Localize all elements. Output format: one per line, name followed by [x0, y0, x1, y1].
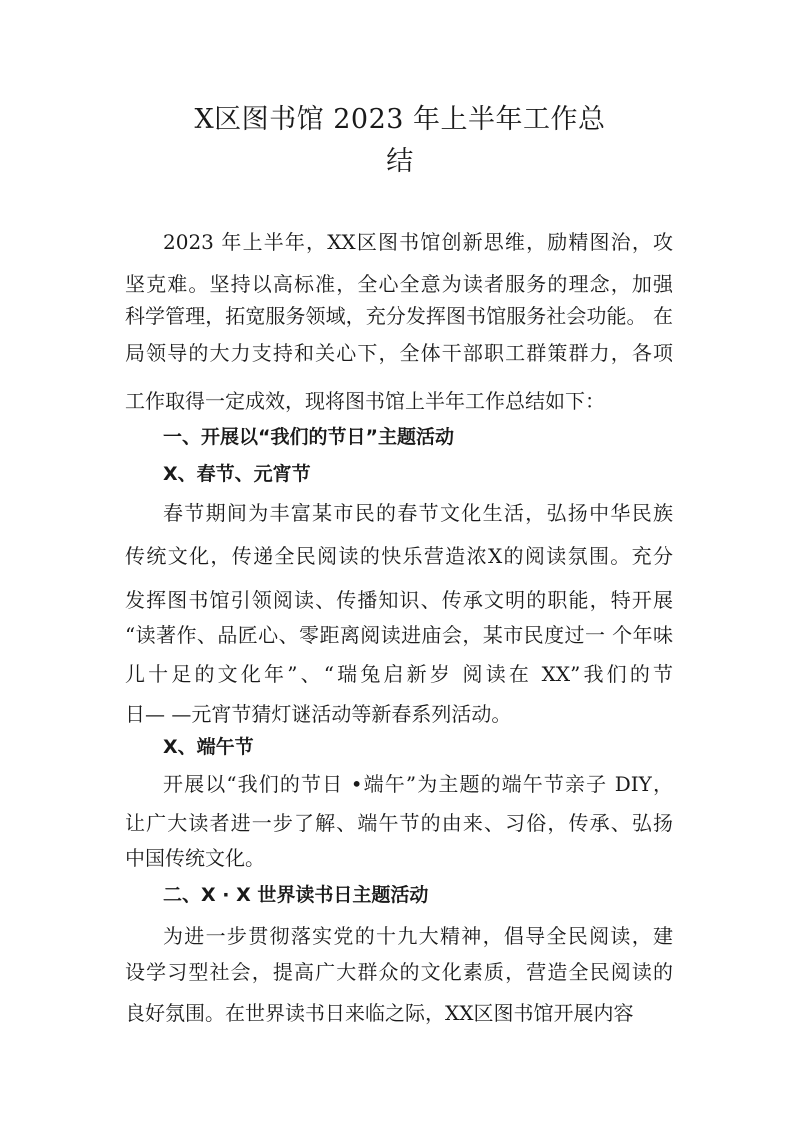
paragraph-line: 发挥图书馆引领阅读、传播知识、传承文明的职能，特开展 — [125, 588, 673, 612]
paragraph-line: 春节期间为丰富某市民的春节文化生活，弘扬中华民族 — [163, 501, 673, 525]
section-heading: 一、开展以“我们的节日”主题活动 — [163, 426, 454, 448]
paragraph-line: 设学习型社会，提高广大群众的文化素质，营造全民阅读的 — [125, 960, 673, 984]
paragraph-line: 2023 年上半年，XX区图书馆创新思维，励精图治，攻 — [163, 230, 673, 254]
paragraph-line: 中国传统文化。 — [125, 846, 265, 870]
paragraph-line: 工作取得一定成效，现将图书馆上半年工作总结如下： — [125, 389, 605, 413]
paragraph-line: 为进一步贯彻落实党的十九大精神，倡导全民阅读，建 — [163, 924, 673, 948]
paragraph-line: 良好氛围。在世界读书日来临之际，XX区图书馆开展内容 — [125, 1001, 634, 1025]
paragraph-line: 让广大读者进一步了解、端午节的由来、习俗，传承、弘扬 — [125, 811, 673, 835]
paragraph-line: 日— —元宵节猜灯谜活动等新春系列活动。 — [125, 702, 512, 726]
paragraph-line: 儿十足的文化年”、“瑞兔启新岁 阅读在 XX”我们的节 — [125, 662, 673, 686]
subsection-heading: X、春节、元宵节 — [163, 463, 311, 485]
subsection-heading: X、端午节 — [163, 736, 254, 758]
paragraph-line: 传统文化，传递全民阅读的快乐营造浓X的阅读氛围。充分 — [125, 544, 673, 568]
paragraph-line: 坚克难。坚持以高标准，全心全意为读者服务的理念，加强 — [125, 272, 673, 296]
section-heading: 二、X · X 世界读书日主题活动 — [163, 884, 429, 906]
paragraph-line: 开展以“我们的节日 •端午”为主题的端午节亲子 DIY， — [163, 772, 673, 796]
paragraph-line: “读著作、品匠心、零距离阅读进庙会，某市民度过一 个年味 — [125, 623, 673, 647]
document-title-line-1: X区图书馆 2023 年上半年工作总 — [194, 104, 606, 135]
document-title-line-2: 结 — [386, 146, 414, 177]
paragraph-line: 科学管理，拓宽服务领域，充分发挥图书馆服务社会功能。 在 — [125, 304, 673, 328]
paragraph-line: 局领导的大力支持和关心下，全体干部职工群策群力，各项 — [125, 341, 673, 365]
